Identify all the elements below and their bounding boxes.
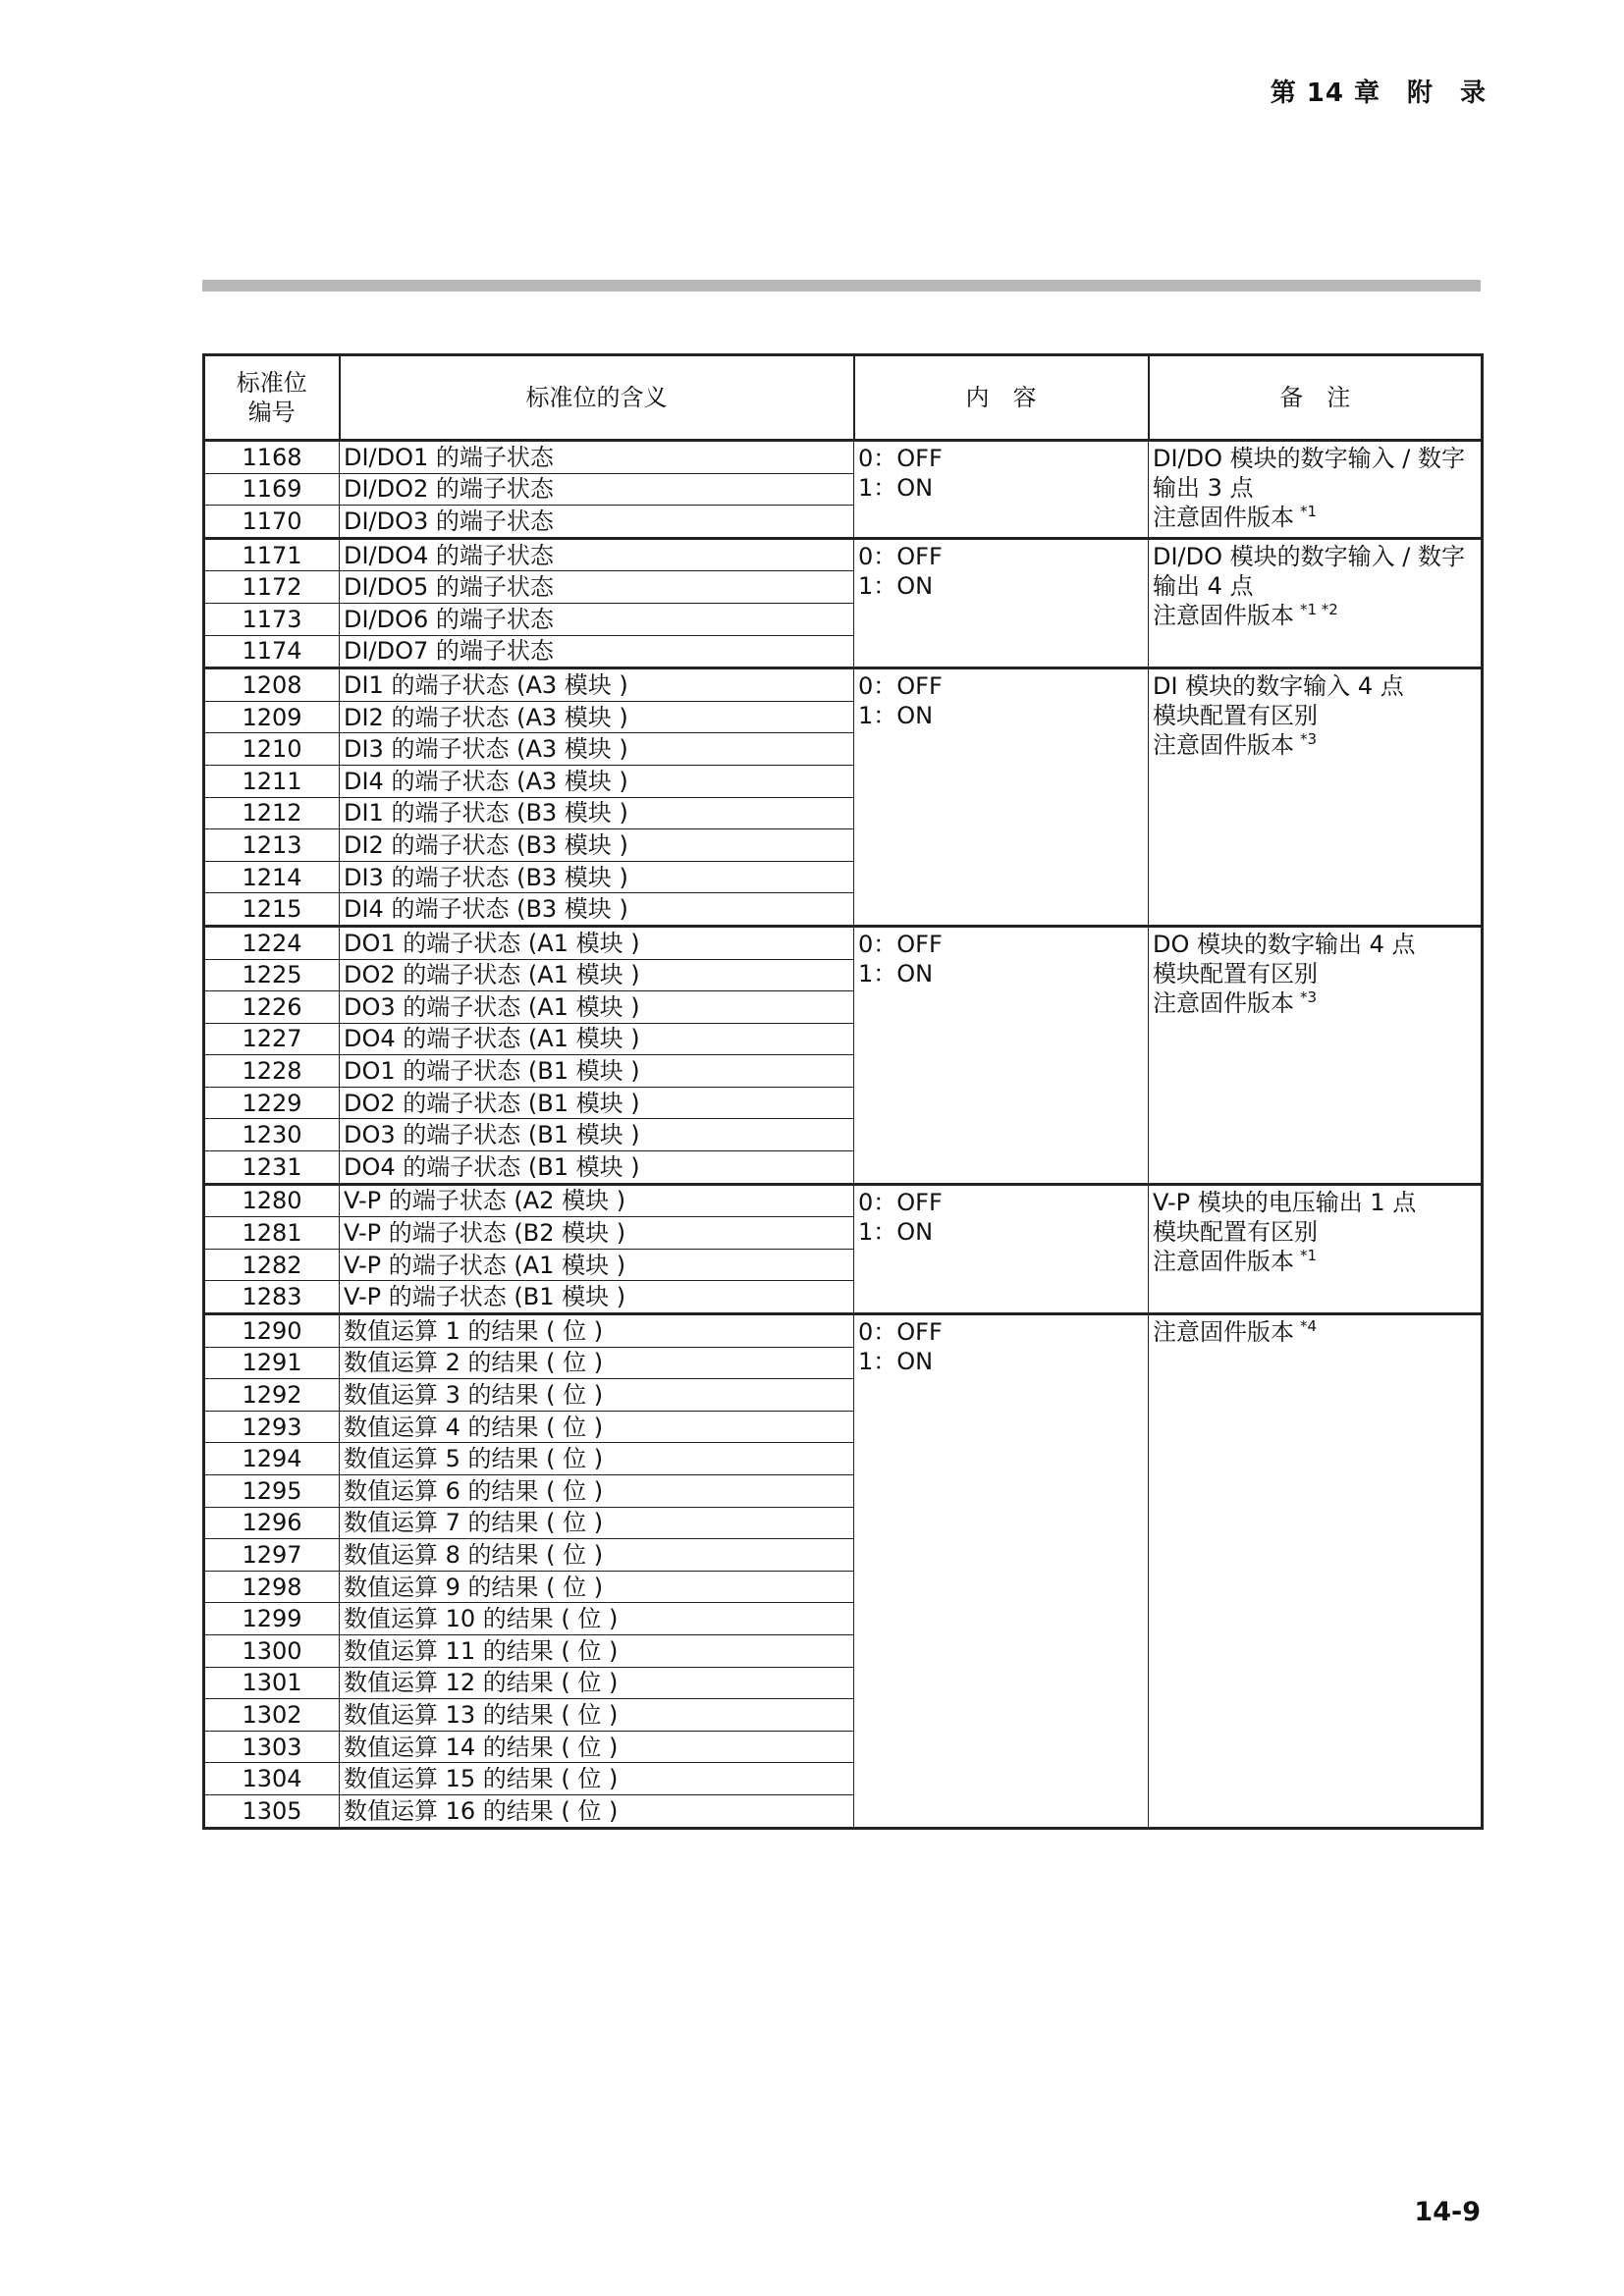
bit-meaning: 数值运算 11 的结果 ( 位 ) xyxy=(340,1634,854,1667)
bit-note xyxy=(1149,538,1483,667)
note-text: V-P 模块的电压输出 1 点 xyxy=(1153,1188,1417,1216)
column-header-number: 标准位 编号 xyxy=(204,355,340,441)
bit-number: 1299 xyxy=(204,1603,340,1635)
content-line: 0：OFF xyxy=(858,1318,943,1347)
note-text: 注意固件版本 xyxy=(1153,731,1294,760)
content-line: 1：ON xyxy=(858,959,934,988)
chapter-header: 第 14 章 附 录 xyxy=(1270,79,1487,108)
bit-content xyxy=(854,1314,1149,1829)
bit-meaning: 数值运算 7 的结果 ( 位 ) xyxy=(340,1507,854,1539)
note-text: 模块配置有区别 xyxy=(1153,702,1318,730)
bit-meaning: V-P 的端子状态 (A2 模块 ) xyxy=(340,1184,854,1217)
footnote-ref: *1 xyxy=(1300,1246,1318,1264)
note-text: 注意固件版本 xyxy=(1153,601,1294,629)
bit-meaning: 数值运算 16 的结果 ( 位 ) xyxy=(340,1794,854,1828)
bit-number: 1214 xyxy=(204,861,340,893)
bit-meaning: DI/DO6 的端子状态 xyxy=(340,603,854,635)
bit-meaning: DO2 的端子状态 (B1 模块 ) xyxy=(340,1087,854,1119)
column-header-meaning: 标准位的含义 xyxy=(340,355,854,441)
note-text: 模块配置有区别 xyxy=(1153,1217,1318,1246)
bit-number: 1227 xyxy=(204,1023,340,1055)
bit-number: 1172 xyxy=(204,571,340,604)
bit-number: 1171 xyxy=(204,538,340,571)
bit-meaning: DO4 的端子状态 (A1 模块 ) xyxy=(340,1023,854,1055)
note-line xyxy=(1153,1217,1477,1247)
note-line xyxy=(1153,542,1477,571)
bit-number: 1298 xyxy=(204,1571,340,1603)
bit-content xyxy=(854,441,1149,539)
bit-number: 1302 xyxy=(204,1699,340,1732)
table-row xyxy=(204,441,1483,474)
bit-meaning: 数值运算 4 的结果 ( 位 ) xyxy=(340,1411,854,1443)
bit-number: 1296 xyxy=(204,1507,340,1539)
bit-meaning: DO4 的端子状态 (B1 模块 ) xyxy=(340,1151,854,1185)
content-line: 1：ON xyxy=(858,474,934,502)
bit-meaning: DI3 的端子状态 (B3 模块 ) xyxy=(340,861,854,893)
bit-meaning: V-P 的端子状态 (A1 模块 ) xyxy=(340,1249,854,1281)
note-line xyxy=(1153,444,1477,473)
content-line: 0：OFF xyxy=(858,672,943,701)
section-divider xyxy=(202,280,1481,292)
bit-meaning: 数值运算 10 的结果 ( 位 ) xyxy=(340,1603,854,1635)
bit-number: 1168 xyxy=(204,441,340,474)
content-line: 0：OFF xyxy=(858,930,943,958)
bit-number: 1170 xyxy=(204,506,340,539)
footnote-ref: *4 xyxy=(1300,1317,1318,1336)
note-text: 注意固件版本 xyxy=(1153,1318,1294,1347)
bit-number: 1297 xyxy=(204,1539,340,1572)
note-line xyxy=(1153,571,1477,601)
table-body xyxy=(204,441,1483,1829)
bit-meaning: DO1 的端子状态 (B1 模块 ) xyxy=(340,1055,854,1088)
bit-number: 1225 xyxy=(204,959,340,991)
bit-meaning: DI/DO5 的端子状态 xyxy=(340,571,854,604)
bit-note xyxy=(1149,1314,1483,1829)
note-text: 模块配置有区别 xyxy=(1153,959,1318,988)
bit-note xyxy=(1149,926,1483,1184)
bit-number: 1300 xyxy=(204,1634,340,1667)
standard-bit-table xyxy=(202,353,1484,1830)
bit-meaning: DO1 的端子状态 (A1 模块 ) xyxy=(340,926,854,959)
content-line: 1：ON xyxy=(858,1217,934,1246)
bit-meaning: 数值运算 12 的结果 ( 位 ) xyxy=(340,1667,854,1699)
note-line xyxy=(1153,730,1477,760)
bit-meaning: 数值运算 3 的结果 ( 位 ) xyxy=(340,1379,854,1412)
content-line: 0：OFF xyxy=(858,542,943,570)
bit-number: 1280 xyxy=(204,1184,340,1217)
note-text: 注意固件版本 xyxy=(1153,1247,1294,1275)
table-row xyxy=(204,926,1483,959)
table-row xyxy=(204,668,1483,702)
note-text: 注意固件版本 xyxy=(1153,504,1294,531)
bit-meaning: DO2 的端子状态 (A1 模块 ) xyxy=(340,959,854,991)
bit-number: 1226 xyxy=(204,991,340,1024)
note-text: DI 模块的数字输入 4 点 xyxy=(1153,672,1404,701)
bit-number: 1282 xyxy=(204,1249,340,1281)
footnote-ref: *1 *2 xyxy=(1300,600,1338,618)
bit-number: 1213 xyxy=(204,829,340,862)
note-line xyxy=(1153,930,1477,959)
bit-number: 1294 xyxy=(204,1443,340,1475)
bit-number: 1229 xyxy=(204,1087,340,1119)
note-line xyxy=(1153,1317,1477,1347)
bit-number: 1305 xyxy=(204,1794,340,1828)
bit-meaning: 数值运算 13 的结果 ( 位 ) xyxy=(340,1699,854,1732)
bit-note xyxy=(1149,668,1483,927)
note-text: DO 模块的数字输出 4 点 xyxy=(1153,930,1416,958)
bit-meaning: V-P 的端子状态 (B1 模块 ) xyxy=(340,1281,854,1314)
bit-number: 1295 xyxy=(204,1475,340,1508)
bit-meaning: 数值运算 9 的结果 ( 位 ) xyxy=(340,1571,854,1603)
bit-meaning: DI/DO7 的端子状态 xyxy=(340,635,854,668)
bit-number: 1303 xyxy=(204,1731,340,1763)
bit-meaning: 数值运算 6 的结果 ( 位 ) xyxy=(340,1475,854,1508)
note-text: 注意固件版本 xyxy=(1153,988,1294,1017)
content-line: 1：ON xyxy=(858,702,934,730)
bit-meaning: DI/DO2 的端子状态 xyxy=(340,473,854,506)
bit-number: 1291 xyxy=(204,1347,340,1379)
bit-note xyxy=(1149,441,1483,539)
footnote-ref: *1 xyxy=(1300,503,1318,520)
content-line: 1：ON xyxy=(858,571,934,600)
table-row xyxy=(204,1184,1483,1217)
bit-number: 1169 xyxy=(204,473,340,506)
bit-meaning: 数值运算 2 的结果 ( 位 ) xyxy=(340,1347,854,1379)
bit-number: 1301 xyxy=(204,1667,340,1699)
bit-number: 1208 xyxy=(204,668,340,702)
bit-meaning: DI4 的端子状态 (B3 模块 ) xyxy=(340,893,854,927)
bit-content xyxy=(854,538,1149,667)
note-line xyxy=(1153,1188,1477,1217)
bit-number: 1230 xyxy=(204,1119,340,1151)
bit-meaning: DI/DO4 的端子状态 xyxy=(340,538,854,571)
note-line xyxy=(1153,601,1477,630)
bit-meaning: DI/DO3 的端子状态 xyxy=(340,506,854,539)
bit-number: 1173 xyxy=(204,603,340,635)
bit-note xyxy=(1149,1184,1483,1313)
bit-number: 1281 xyxy=(204,1217,340,1250)
bit-number: 1292 xyxy=(204,1379,340,1412)
column-header-content: 内 容 xyxy=(854,355,1149,441)
bit-content xyxy=(854,668,1149,927)
bit-meaning: 数值运算 14 的结果 ( 位 ) xyxy=(340,1731,854,1763)
note-text: 输出 4 点 xyxy=(1153,571,1254,600)
note-text: 输出 3 点 xyxy=(1153,474,1254,502)
content-line: 1：ON xyxy=(858,1348,934,1376)
bit-content xyxy=(854,926,1149,1184)
note-line xyxy=(1153,701,1477,730)
bit-number: 1228 xyxy=(204,1055,340,1088)
bit-meaning: V-P 的端子状态 (B2 模块 ) xyxy=(340,1217,854,1250)
bit-number: 1210 xyxy=(204,733,340,766)
bit-meaning: DI4 的端子状态 (A3 模块 ) xyxy=(340,765,854,797)
bit-number: 1304 xyxy=(204,1763,340,1795)
bit-meaning: DI2 的端子状态 (A3 模块 ) xyxy=(340,701,854,733)
bit-number: 1174 xyxy=(204,635,340,668)
bit-meaning: DO3 的端子状态 (A1 模块 ) xyxy=(340,991,854,1024)
column-header-note: 备 注 xyxy=(1149,355,1483,441)
note-text: DI/DO 模块的数字输入 / 数字 xyxy=(1153,542,1465,570)
bit-number: 1211 xyxy=(204,765,340,797)
bit-number: 1212 xyxy=(204,797,340,829)
note-line xyxy=(1153,503,1477,532)
bit-meaning: 数值运算 5 的结果 ( 位 ) xyxy=(340,1443,854,1475)
page-number: 14-9 xyxy=(1414,2197,1481,2227)
note-line xyxy=(1153,1247,1477,1276)
bit-number: 1224 xyxy=(204,926,340,959)
bit-meaning: DI1 的端子状态 (A3 模块 ) xyxy=(340,668,854,702)
bit-number: 1290 xyxy=(204,1314,340,1348)
bit-meaning: 数值运算 8 的结果 ( 位 ) xyxy=(340,1539,854,1572)
note-line xyxy=(1153,671,1477,701)
bit-number: 1293 xyxy=(204,1411,340,1443)
bit-number: 1283 xyxy=(204,1281,340,1314)
bit-number: 1209 xyxy=(204,701,340,733)
bit-meaning: DI/DO1 的端子状态 xyxy=(340,441,854,474)
bit-meaning: DI3 的端子状态 (A3 模块 ) xyxy=(340,733,854,766)
footnote-ref: *3 xyxy=(1300,730,1318,749)
bit-meaning: DO3 的端子状态 (B1 模块 ) xyxy=(340,1119,854,1151)
bit-meaning: DI1 的端子状态 (B3 模块 ) xyxy=(340,797,854,829)
bit-content xyxy=(854,1184,1149,1313)
note-text: DI/DO 模块的数字输入 / 数字 xyxy=(1153,445,1465,472)
table-row xyxy=(204,1314,1483,1348)
note-line xyxy=(1153,473,1477,503)
content-line: 0：OFF xyxy=(858,445,943,472)
note-line xyxy=(1153,988,1477,1018)
table-header xyxy=(204,355,1483,441)
table-row xyxy=(204,538,1483,571)
content-line: 0：OFF xyxy=(858,1188,943,1216)
bit-meaning: DI2 的端子状态 (B3 模块 ) xyxy=(340,829,854,862)
footnote-ref: *3 xyxy=(1300,988,1318,1006)
bit-number: 1215 xyxy=(204,893,340,927)
bit-number: 1231 xyxy=(204,1151,340,1185)
bit-meaning: 数值运算 15 的结果 ( 位 ) xyxy=(340,1763,854,1795)
bit-meaning: 数值运算 1 的结果 ( 位 ) xyxy=(340,1314,854,1348)
note-line xyxy=(1153,959,1477,988)
